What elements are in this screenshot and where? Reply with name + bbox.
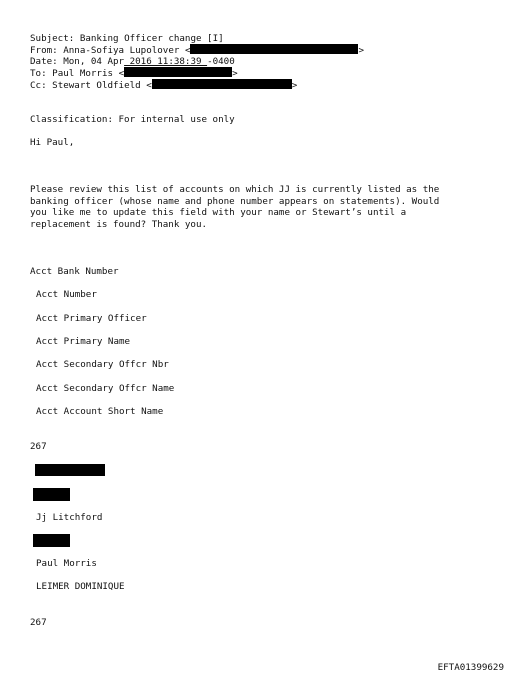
paragraph-line-1: Please review this list of accounts on which JJ is currently listed as the bbox=[30, 184, 440, 195]
from-label: From: bbox=[30, 45, 58, 56]
paragraph-line-2: banking officer (whose name and phone number appears on statements). Would bbox=[30, 196, 440, 207]
table-header-secondary-offcr-nbr: Acct Secondary Offcr Nbr bbox=[36, 359, 169, 370]
cc-angle-open: < bbox=[146, 80, 152, 91]
cc-email-redaction bbox=[152, 79, 292, 89]
table-header-primary-officer: Acct Primary Officer bbox=[36, 313, 147, 324]
table-header-short-name: Acct Account Short Name bbox=[36, 406, 164, 417]
cc-name: Stewart Oldfield bbox=[52, 80, 141, 91]
paragraph-line-3: you like me to update this field with your name or Stewart’s until a bbox=[30, 207, 407, 218]
row-secondary-name: Paul Morris bbox=[36, 558, 97, 569]
classification-line: Classification: For internal use only bbox=[30, 114, 235, 125]
cc-line bbox=[30, 79, 297, 92]
row-short-name: LEIMER DOMINIQUE bbox=[36, 581, 125, 592]
to-email-redaction bbox=[124, 67, 232, 77]
to-line bbox=[30, 67, 238, 80]
date-underlined: 2016 11:38:39 bbox=[124, 56, 208, 67]
from-angle-close: > bbox=[358, 45, 365, 56]
row-acct-number-redaction bbox=[35, 464, 105, 476]
to-angle-close: > bbox=[232, 68, 238, 79]
table-header-bank-number: Acct Bank Number bbox=[30, 266, 119, 277]
next-row-bank-number: 267 bbox=[30, 617, 47, 628]
greeting-line: Hi Paul, bbox=[30, 137, 75, 148]
row-bank-number: 267 bbox=[30, 441, 47, 452]
row-primary-officer-redaction bbox=[33, 488, 70, 501]
from-angle-open: < bbox=[184, 45, 191, 56]
date-post: -0400 bbox=[207, 56, 235, 67]
cc-label: Cc: bbox=[30, 80, 47, 91]
to-angle-open: < bbox=[118, 68, 125, 79]
document-id: EFTA01399629 bbox=[437, 662, 504, 673]
table-header-acct-number: Acct Number bbox=[36, 289, 97, 300]
to-name: Paul Morris bbox=[52, 68, 114, 79]
cc-angle-close: > bbox=[291, 80, 298, 91]
from-name: Anna-Sofiya Lupolover bbox=[63, 45, 180, 56]
from-line bbox=[30, 44, 364, 57]
row-primary-name: Jj Litchford bbox=[36, 512, 103, 523]
table-header-secondary-offcr-name: Acct Secondary Offcr Name bbox=[36, 383, 175, 394]
subject-line bbox=[30, 33, 224, 45]
date-line bbox=[30, 56, 235, 68]
row-secondary-offcr-nbr-redaction bbox=[33, 534, 70, 547]
paragraph-line-4: replacement is found? Thank you. bbox=[30, 219, 208, 230]
date-pre: Mon, 04 Apr bbox=[63, 56, 125, 67]
from-email-redaction bbox=[190, 44, 358, 54]
subject-text: Banking Officer change [I] bbox=[79, 33, 224, 44]
subject-label: Subject: bbox=[30, 33, 75, 44]
date-label: Date: bbox=[30, 56, 58, 67]
to-label: To: bbox=[30, 68, 47, 79]
table-header-primary-name: Acct Primary Name bbox=[36, 336, 131, 347]
